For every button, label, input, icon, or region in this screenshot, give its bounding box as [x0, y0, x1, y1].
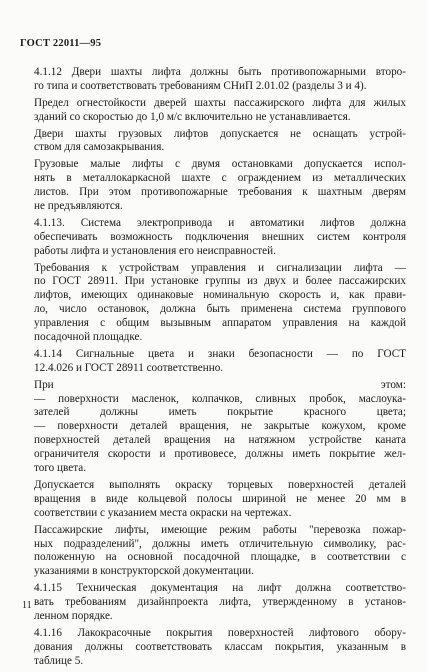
- text-line: Допускается выполнять окраску торцевых поверхностей деталей: [34, 478, 406, 491]
- text-line: вать требованиям дизайнпроекта лифта, утвержденному в установ-: [34, 596, 406, 609]
- text-line: вращения в виде кольцевой полосы шириной не менее 20 мм в: [34, 492, 406, 505]
- paragraph: [34, 262, 406, 345]
- text-line: ло, число остановок, должна быть применена система группового: [34, 303, 406, 316]
- text-line: посадочной площадке.: [34, 331, 143, 344]
- text-line: Грузовые малые лифты с двумя остановками допускается испол-: [34, 158, 406, 171]
- text-line: лифтов, имеющих одинаковые номинальную скорость и, как прави-: [34, 289, 406, 302]
- text-line: ленном порядке.: [34, 609, 113, 622]
- paragraph: [34, 479, 406, 521]
- text-line: зданий со скоростью до 1,0 м/с включительно не устанавливается.: [34, 110, 351, 123]
- text-line: положенную на основной посадочной площадке, в соответствии с: [34, 551, 406, 564]
- text-line: дования должны соответствовать классам покрытия, указанным в: [34, 640, 406, 653]
- text-line: ограничителя скорости и противовесе, должны иметь покрытие жел-: [34, 448, 406, 461]
- paragraph: [34, 158, 406, 214]
- paragraph: [34, 97, 406, 125]
- text-line: работы лифта и установления его неисправностей.: [34, 244, 276, 257]
- text-line: Требования к устройствам управления и сигнализации лифта —: [34, 261, 406, 274]
- text-line: соответствии с указанием места окраски на чертежах.: [34, 506, 292, 519]
- text-line: таблице 5.: [34, 654, 84, 667]
- text-line: поверхностей деталей вращения на натяжном устройстве каната: [34, 434, 406, 447]
- text-line: ных подразделений", должны иметь отличительную символику, рас-: [34, 537, 406, 550]
- paragraph: [34, 348, 406, 376]
- document-body: [34, 66, 406, 672]
- paragraph: [34, 379, 406, 476]
- text-line: листов. При этом противопожарные требования к шахтным дверям: [34, 186, 406, 199]
- text-line: Пассажирские лифты, имеющие режим работы "перевозка пожар-: [34, 523, 406, 536]
- text-line: указаниями в конструкторской документации.: [34, 565, 254, 578]
- paragraph: [34, 582, 406, 624]
- text-line: по ГОСТ 28911. При установке группы из двух и более пассажирских: [34, 275, 406, 288]
- text-line: Двери шахты грузовых лифтов допускается не оснащать устрой-: [34, 127, 406, 140]
- text-line: 4.1.16 Лакокрасочные покрытия поверхностей лифтового обору-: [34, 626, 406, 639]
- text-line: При этом:: [34, 378, 406, 391]
- text-line: 4.1.13. Система электропривода и автоматики лифтов должна: [34, 216, 406, 229]
- paragraph: [34, 217, 406, 259]
- document-code-header: ГОСТ 22011—95: [20, 38, 102, 49]
- text-line: обеспечивать возможность подключения внешних систем контроля: [34, 230, 406, 243]
- text-line: не предъявляются.: [34, 200, 123, 213]
- page-number: 11: [22, 600, 32, 611]
- text-line: зателей должны иметь покрытие красного цвета;: [34, 406, 406, 419]
- text-line: 4.1.12 Двери шахты лифта должны быть противопожарными второ-: [34, 66, 406, 78]
- text-line: 4.1.14 Сигнальные цвета и знаки безопасности — по ГОСТ: [34, 347, 406, 360]
- text-line: управления с общим вызывным аппаратом управления на каждой: [34, 317, 406, 330]
- text-line: того цвета.: [34, 462, 86, 475]
- paragraph: [34, 128, 406, 156]
- text-line: — поверхности деталей вращения, не закрытые кожухом, кроме: [34, 420, 406, 433]
- text-line: го типа и соответствовать требованиям СНиП 2.01.02 (разделы 3 и 4).: [34, 79, 367, 92]
- text-line: нять в металлокаркасной шахте с ограждением из металлических: [34, 172, 406, 185]
- text-line: 12.4.026 и ГОСТ 28911 соответственно.: [34, 361, 224, 374]
- paragraph: [34, 524, 406, 580]
- text-line: Предел огнестойкости дверей шахты пассажирского лифта для жилых: [34, 96, 406, 109]
- paragraph: [34, 627, 406, 669]
- text-line: ством для самозакрывания.: [34, 141, 165, 154]
- text-line: — поверхности масленок, колпачков, сливных пробок, маслоука-: [34, 392, 406, 405]
- text-line: 4.1.15 Техническая документация на лифт должна соответство-: [34, 582, 406, 595]
- paragraph: [34, 66, 406, 94]
